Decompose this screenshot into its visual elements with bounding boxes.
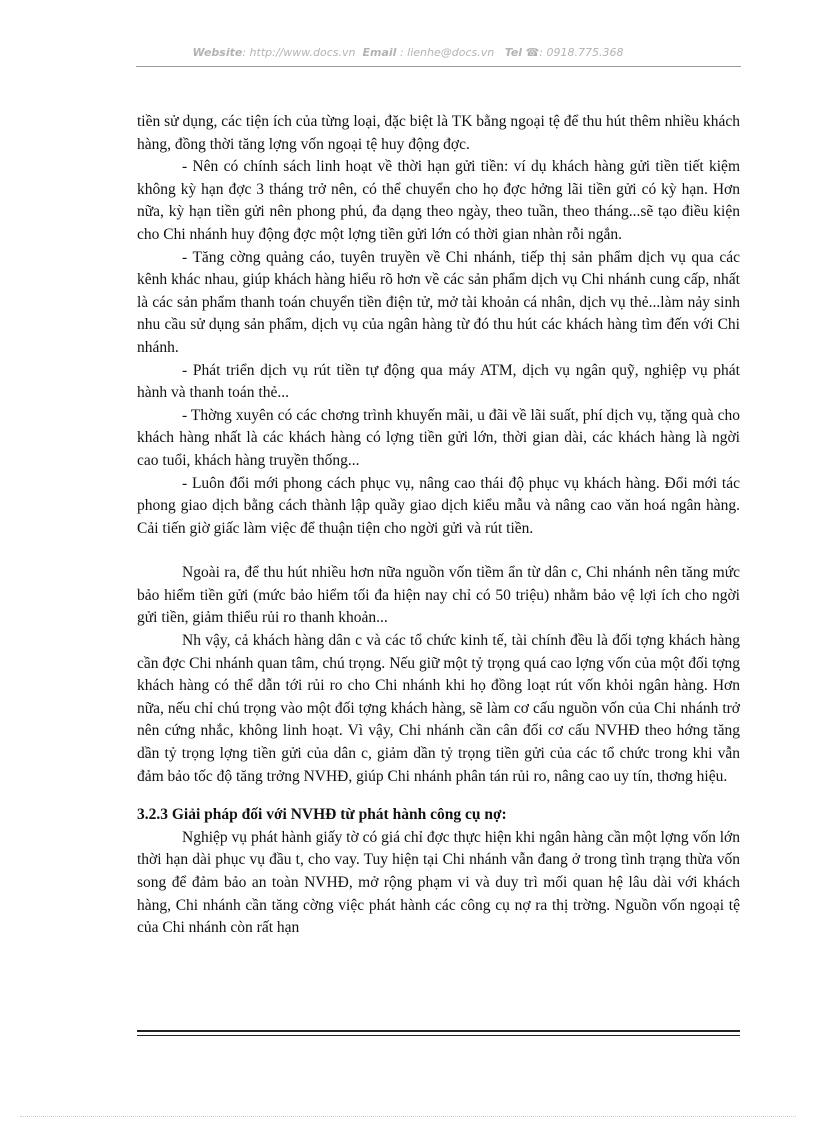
footer-divider-thick bbox=[137, 1030, 740, 1032]
paragraph: - Tăng cờng quảng cáo, tuyên truyền về Chi nhánh, tiếp thị sản phẩm dịch vụ qua các kênh khác nhau, giúp khách hàng hiểu rõ hơn về các sản phẩm dịch vụ Chi nhánh cung cấp, nhất là các sản phẩm thanh toán chuyển tiền điện tử, mở tài khoản cá nhân, dịch vụ thẻ...làm nảy sinh nhu cầu sử dụng sản phẩm, dịch vụ của ngân hàng từ đó thu hút các khách hàng tìm đến với Chi nhánh. bbox=[137, 248, 740, 356]
page-bottom-edge bbox=[20, 1116, 796, 1117]
spacer bbox=[137, 540, 740, 562]
tel-label: Tel bbox=[504, 46, 523, 59]
email-label: Email bbox=[362, 46, 397, 59]
paragraph: Nh vậy, cả khách hàng dân c và các tổ chức kinh tế, tài chính đều là đối tợng khách hàng cần đợc Chi nhánh quan tâm, chú trọng. Nếu giữ một tỷ trọng quá cao lợng vốn của một đối tợng khách hàng có thể dẫn tới rủi ro cho Chi nhánh khi họ đồng loạt rút vốn khỏi ngân hàng. Hơn nữa, nếu chỉ chú trọng vào một đối tợng khách hàng, sẽ làm cơ cấu nguồn vốn của Chi nhánh trở nên cứng nhắc, không linh hoạt. Vì vậy, Chi nhánh cần cân đối cơ cấu NVHĐ theo hớng tăng dần tỷ trọng lợng tiền gửi của dân c, giảm dần tỷ trọng tiền gửi của các tổ chức trong khi vẫn đảm bảo tốc độ tăng trởng NVHĐ, giúp Chi nhánh phân tán rủi ro, nâng cao uy tín, thơng hiệu. bbox=[137, 632, 740, 785]
phone-icon: ☎ bbox=[525, 46, 540, 59]
paragraph: - Luôn đổi mới phong cách phục vụ, nâng cao thái độ phục vụ khách hàng. Đổi mới tác phong giao dịch bằng cách thành lập quầy giao dịch kiểu mẫu và nâng cao văn hoá ngân hàng. Cải tiến giờ giấc làm việc để thuận tiện cho ngời gửi và rút tiền. bbox=[137, 474, 740, 537]
paragraph: - Thờng xuyên có các chơng trình khuyến mãi, u đãi về lãi suất, phí dịch vụ, tặng quà cho khách hàng nhất là các khách hàng có lợng tiền gửi lớn, thời gian dài, các khách hàng là ngời cao tuổi, khách hàng truyền thống... bbox=[137, 406, 740, 469]
website-label: Website bbox=[192, 46, 243, 59]
paragraph: tiền sử dụng, các tiện ích của từng loại, đặc biệt là TK bằng ngoại tệ để thu hút thêm nhiều khách hàng, đồng thời tăng lợng vốn ngoại tệ huy động đợc. bbox=[137, 113, 740, 153]
page-header bbox=[0, 46, 816, 59]
paragraph: Nghiệp vụ phát hành giấy tờ có giá chỉ đợc thực hiện khi ngân hàng cần một lợng vốn lớn thời hạn dài phục vụ đầu t, cho vay. Tuy hiện tại Chi nhánh vẫn đang ở trong tình trạng thừa vốn song để đảm bảo an toàn NVHĐ, mở rộng phạm vi và duy trì mối quan hệ lâu dài với khách hàng, Chi nhánh cần tăng cờng việc phát hành các công cụ nợ ra thị trờng. Nguồn vốn ngoại tệ của Chi nhánh còn rất hạn bbox=[137, 828, 740, 937]
paragraph: Ngoài ra, để thu hút nhiều hơn nữa nguồn vốn tiềm ẩn từ dân c, Chi nhánh nên tăng mức bảo hiểm tiền gửi (mức bảo hiểm tối đa hiện nay chỉ có 50 triệu) nhằm bảo vệ lợi ích cho ngời gửi tiền, giảm thiểu rủi ro thanh khoản... bbox=[137, 564, 740, 627]
document-body bbox=[137, 111, 740, 940]
section-heading: 3.2.3 Giải pháp đối với NVHĐ từ phát hành công cụ nợ: bbox=[137, 806, 507, 824]
email-value: : lienhe@docs.vn bbox=[399, 46, 495, 59]
paragraph: - Nên có chính sách linh hoạt về thời hạn gửi tiền: ví dụ khách hàng gửi tiền tiết kiệm không kỳ hạn đợc 3 tháng trở nên, có thể chuyển cho họ đợc hởng lãi tiền gửi có kỳ hạn. Hơn nữa, kỳ hạn tiền gửi nên phong phú, đa dạng theo ngày, theo tuần, theo tháng...sẽ tạo điều kiện cho Chi nhánh huy động đợc một lợng tiền gửi lớn có thời gian nhàn rỗi ngắn. bbox=[137, 158, 740, 243]
spacer bbox=[137, 788, 740, 804]
tel-value: : 0918.775.368 bbox=[539, 46, 624, 59]
paragraph: - Phát triển dịch vụ rút tiền tự động qua máy ATM, dịch vụ ngân quỹ, nghiệp vụ phát hành và thanh toán thẻ... bbox=[137, 361, 740, 402]
header-divider bbox=[136, 66, 741, 67]
footer-divider-thin bbox=[137, 1035, 740, 1036]
website-value: : http://www.docs.vn bbox=[242, 46, 356, 59]
